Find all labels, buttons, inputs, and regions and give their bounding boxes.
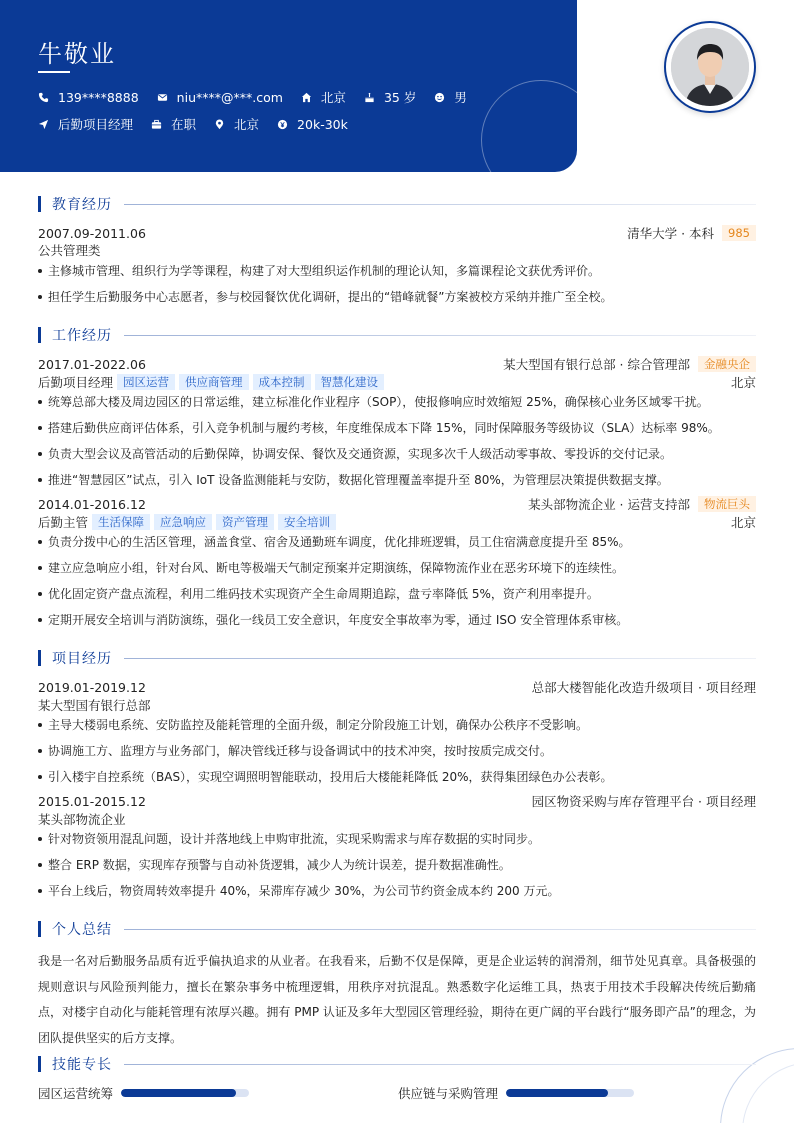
list-item: 建立应急响应小组，针对台风、断电等极端天气制定预案并定期演练，保障物流作业在恶劣环境下的连续性。 [38,559,756,576]
list-item: 搭建后勤供应商评估体系，引入竞争机制与履约考核，年度维保成本下降 15%，同时保障服务等级协议（SLA）达标率 98%。 [38,419,756,436]
header-banner [0,0,577,172]
avatar-frame [664,21,756,113]
section-divider [124,929,756,930]
cake-icon [364,92,375,103]
gender-text: 男 [454,90,467,105]
skill-tag: 资产管理 [216,514,274,530]
section-bar [38,921,41,937]
project-name: 总部大楼智能化改造升级项目 · 项目经理 [531,680,756,695]
name-underline [38,71,70,73]
work-position-row [38,513,756,531]
section-divider [124,1064,756,1065]
list-item: 整合 ERP 数据，实现库存预警与自动补货逻辑，减少人为统计误差，提升数据准确性。 [38,856,756,873]
list-item: 引入楼宇自控系统（BAS），实现空调照明智能联动，投用后大楼能耗降低 20%，获得集团绿色办公表彰。 [38,768,756,785]
section-education [38,196,756,212]
intent-position [38,115,133,133]
project-name: 园区物资采购与库存管理平台 · 项目经理 [531,794,756,809]
education-major: 公共管理类 [38,243,101,258]
education-header [38,224,756,242]
skill-tag: 园区运营 [117,374,175,390]
skill-level-bar [506,1089,634,1097]
work-header [38,355,756,373]
gender-icon [434,92,445,103]
contact-email [157,90,283,105]
section-skills [38,1056,756,1072]
briefcase-icon [151,119,162,130]
skill-tag: 智慧化建设 [315,374,385,390]
list-item: 负责分拨中心的生活区管理，涵盖食堂、宿舍及通勤班车调度，优化排班逻辑，员工住宿满意度提升至 85%。 [38,533,756,550]
phone-text: 139****8888 [58,89,139,105]
skill-tag: 成本控制 [253,374,311,390]
project-org: 某大型国有银行总部 [38,698,151,713]
home-icon [301,92,312,103]
project-header [38,678,756,696]
target-city-text: 北京 [234,117,260,132]
age-text: 35 岁 [383,90,417,105]
work-date: 2017.01-2022.06 [38,356,146,372]
work-header [38,495,756,513]
education-date: 2007.09-2011.06 [38,225,146,241]
list-item: 主导大楼弱电系统、安防监控及能耗管理的全面升级，制定分阶段施工计划，确保办公秩序不受影响。 [38,716,756,733]
work-position: 后勤项目经理 [38,375,114,390]
section-bar [38,327,41,343]
section-bar [38,1056,41,1072]
send-icon [38,119,49,130]
work-company: 某大型国有银行总部 · 综合管理部 [503,357,690,372]
project-header [38,792,756,810]
intent-city [214,115,259,133]
school-badge: 985 [722,225,756,241]
salary-icon [277,119,288,130]
section-divider [124,335,756,336]
list-item: 协调施工方、监理方与业务部门，解决管线迁移与设备调试中的技术冲突，按时按质完成交付。 [38,742,756,759]
section-work [38,327,756,343]
section-bar [38,650,41,666]
salary-text: 20k-30k [297,116,348,132]
list-item: 担任学生后勤服务中心志愿者，参与校园餐饮优化调研，提出的“错峰就餐”方案被校方采纳并推广至全校。 [38,288,756,305]
phone-icon [38,92,49,103]
decorative-circle [481,80,577,172]
section-label: 个人总结 [52,922,112,938]
list-item: 统筹总部大楼及周边园区的日常运维，建立标准化作业程序（SOP），使报修响应时效缩短 25%，确保核心业务区域零干扰。 [38,393,756,410]
list-item: 定期开展安全培训与消防演练，强化一线员工安全意识，年度安全事故率为零，通过 ISO 安全管理体系审核。 [38,611,756,628]
section-label: 工作经历 [52,328,112,344]
list-item: 优化固定资产盘点流程，利用二维码技术实现资产全生命周期追踪，盘亏率降低 5%，资产利用率提升。 [38,585,756,602]
avatar [671,28,749,106]
intent-row [38,115,366,133]
company-badge: 金融央企 [698,356,756,372]
candidate-name: 牛敬业 [38,40,116,68]
work-city: 北京 [730,515,756,530]
list-item: 主修城市管理、组织行为学等课程，构建了对大型组织运作机制的理论认知，多篇课程论文获优秀评价。 [38,262,756,279]
email-text: niu****@***.com [176,89,283,105]
position-text: 后勤项目经理 [58,117,134,132]
intent-status [151,115,196,133]
location-pin-icon [214,119,225,130]
skill-name: 供应链与采购管理 [398,1086,499,1101]
skill-tag: 应急响应 [154,514,212,530]
mail-icon [157,92,168,103]
section-label: 技能专长 [52,1057,112,1073]
skill-item [398,1084,634,1102]
education-school: 清华大学 · 本科 [627,226,715,241]
intent-salary [277,117,348,132]
status-text: 在职 [171,117,197,132]
skill-tag: 安全培训 [278,514,336,530]
work-date: 2014.01-2016.12 [38,496,146,512]
contact-row [38,88,485,106]
section-divider [124,658,756,659]
section-label: 教育经历 [52,197,112,213]
skill-level-fill [506,1089,608,1097]
list-item: 负责大型会议及高管活动的后勤保障，协调安保、餐饮及交通资源，实现多次千人级活动零事故、零投诉的交付记录。 [38,445,756,462]
skill-name: 园区运营统筹 [38,1086,114,1101]
project-date: 2019.01-2019.12 [38,679,146,695]
contact-gender [434,88,467,106]
company-badge: 物流巨头 [698,496,756,512]
work-city: 北京 [730,375,756,390]
section-label: 项目经历 [52,651,112,667]
skill-level-fill [121,1089,236,1097]
section-bar [38,196,41,212]
work-company: 某头部物流企业 · 运营支持部 [528,497,690,512]
skill-level-bar [121,1089,249,1097]
skill-item [38,1084,249,1102]
list-item: 平台上线后，物资周转效率提升 40%，呆滞库存减少 30%，为公司节约资金成本约 200 万元。 [38,882,756,899]
skill-tag: 生活保障 [92,514,150,530]
contact-age [364,88,416,106]
list-item: 针对物资领用混乱问题，设计并落地线上申购审批流，实现采购需求与库存数据的实时同步。 [38,830,756,847]
list-item: 推进“智慧园区”试点，引入 IoT 设备监测能耗与安防，数据化管理覆盖率提升至 80%，为管理层决策提供数据支撑。 [38,471,756,488]
work-position-row [38,373,756,391]
work-position: 后勤主管 [38,515,89,530]
contact-city [301,88,346,106]
project-date: 2015.01-2015.12 [38,793,146,809]
project-org: 某头部物流企业 [38,812,126,827]
section-projects [38,650,756,666]
contact-phone [38,90,139,105]
summary-text: 我是一名对后勤服务品质有近乎偏执追求的从业者。在我看来，后勤不仅是保障，更是企业运转的润滑剂，细节处见真章。具备极强的规则意识与风险预判能力，擅长在繁杂事务中梳理逻辑，用秩序对抗混乱。熟悉数字化运维工具，热衷于用技术手段解决传统后勤痛点，对楼宇自动化与能耗管理有浓厚兴趣。拥有 PMP 认证及多年大型园区管理经验，期待在更广阔的平台践行“服务即产品”的理念，为团队提供坚实的后方支撑。 [38,954,756,1045]
skill-tag: 供应商管理 [179,374,249,390]
city-text: 北京 [320,90,346,105]
section-divider [124,204,756,205]
section-summary [38,921,756,937]
